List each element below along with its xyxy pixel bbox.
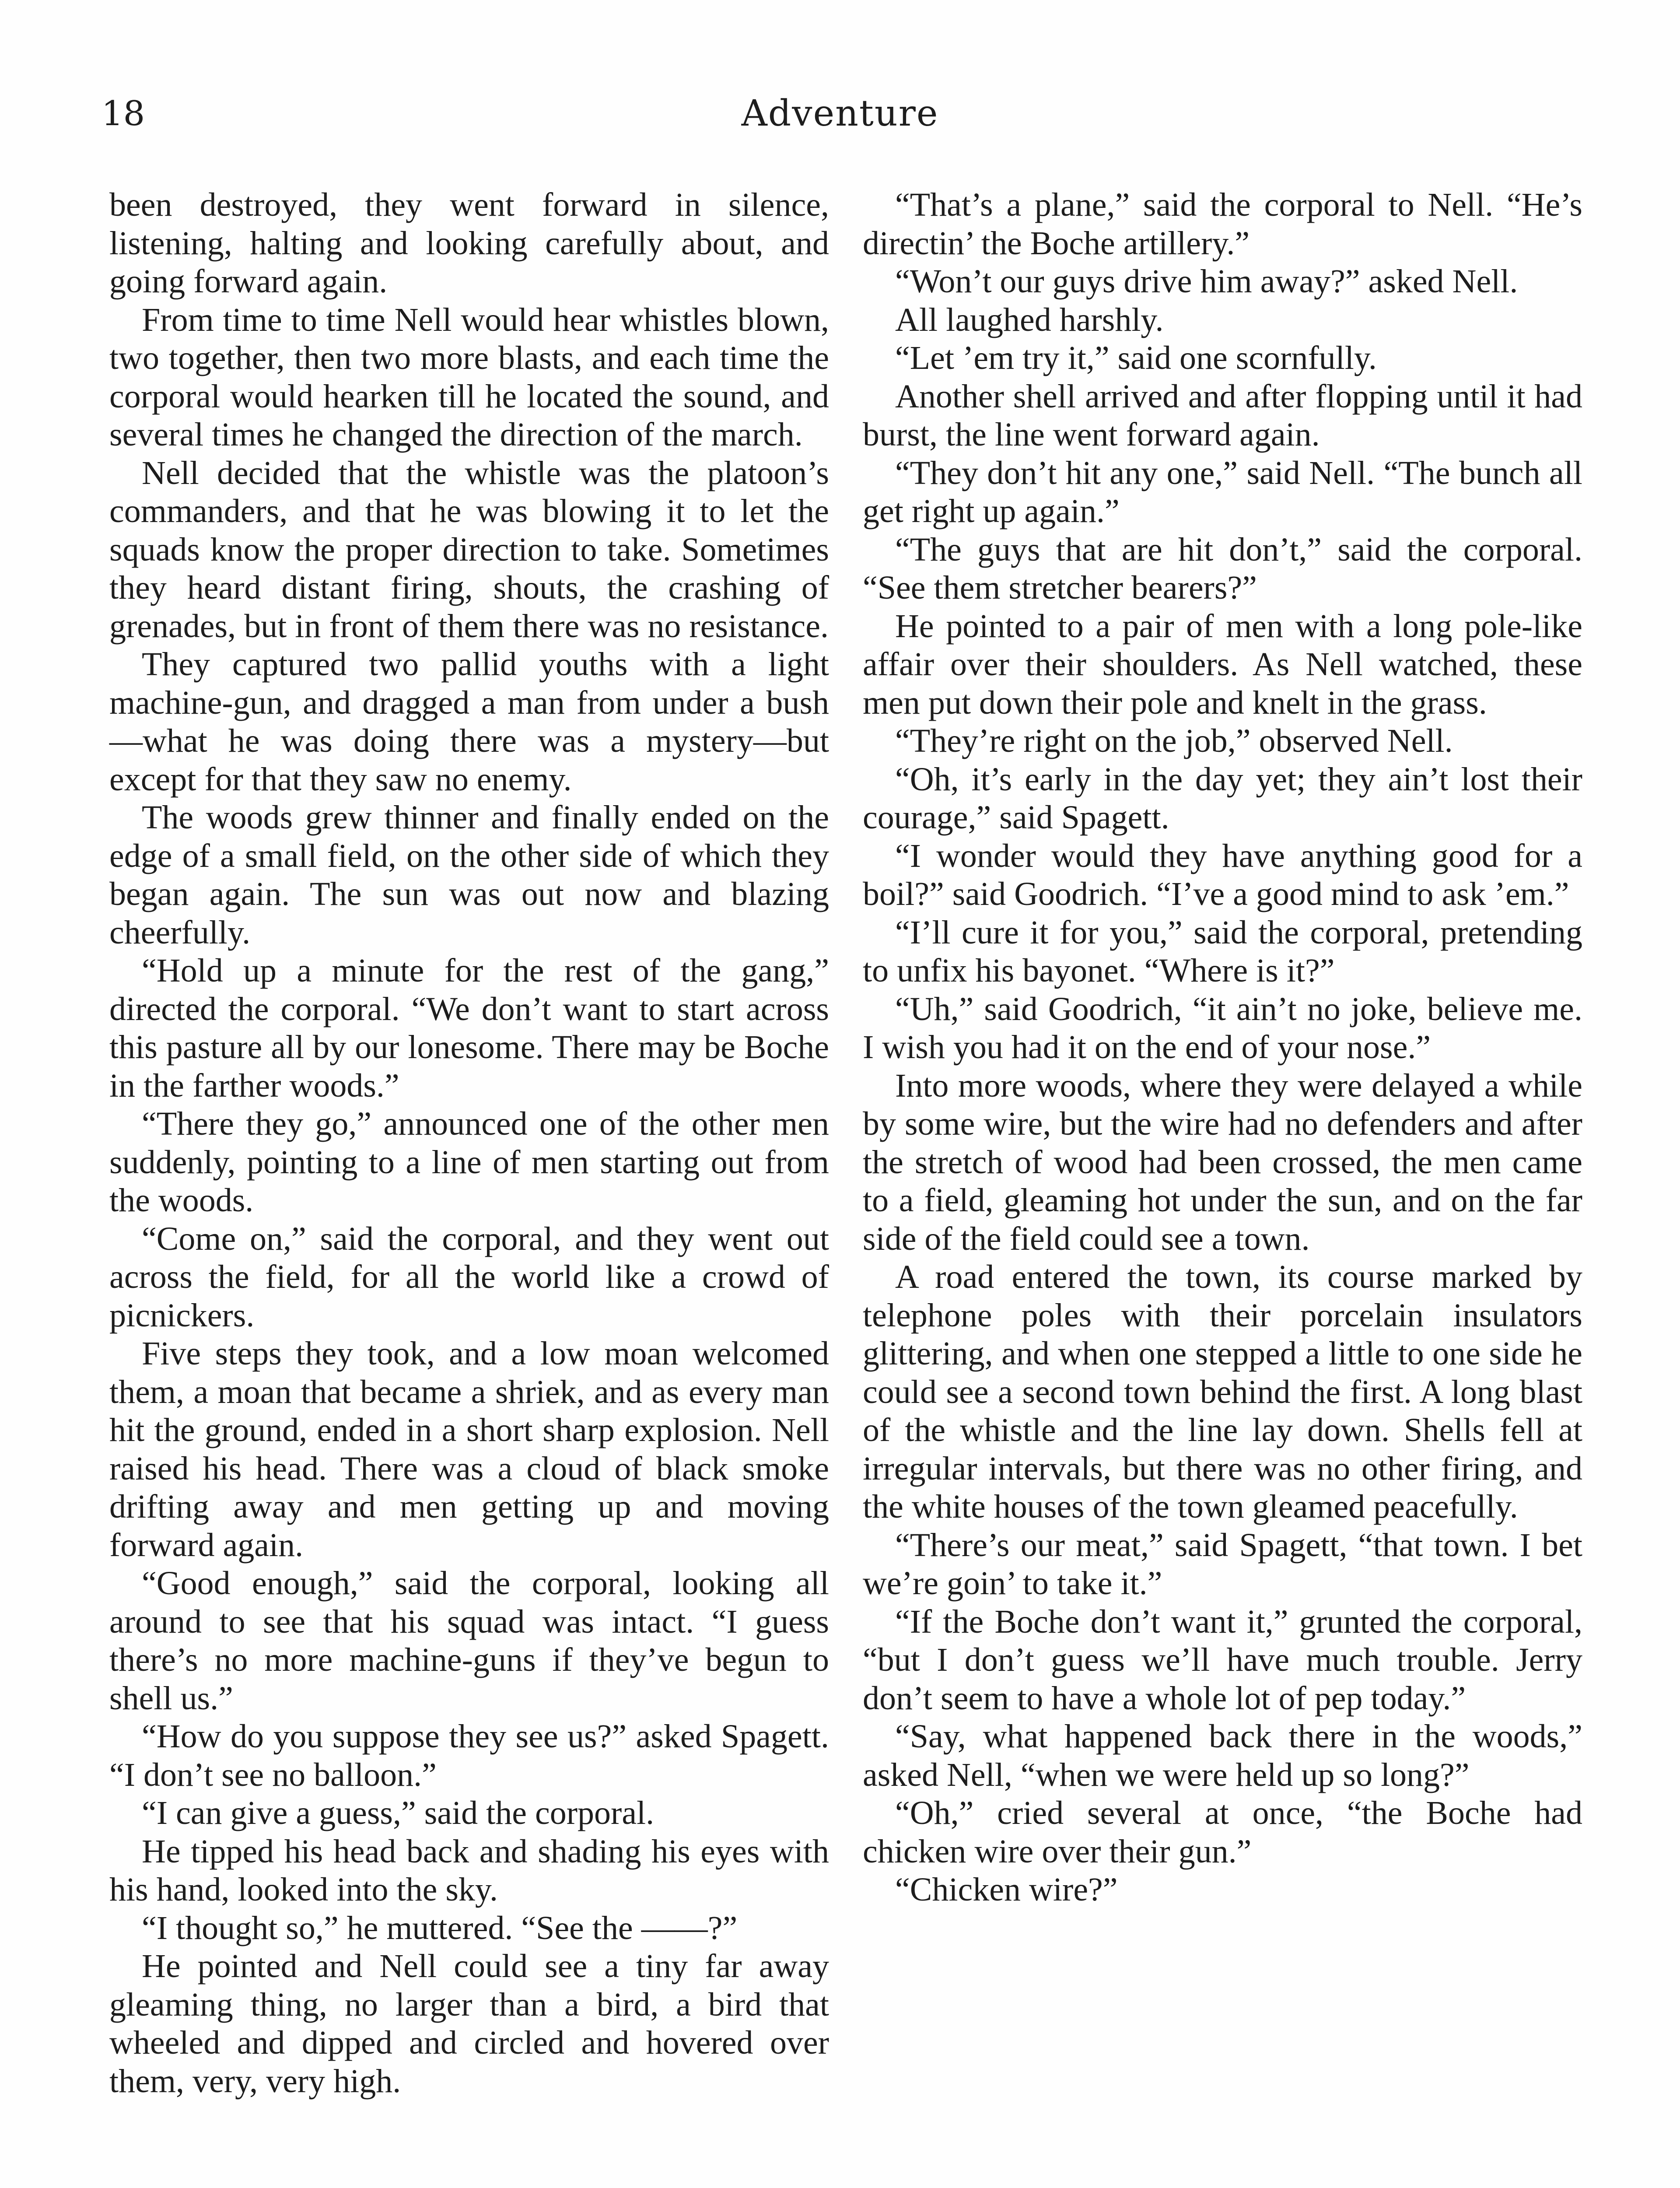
page-header xyxy=(102,92,1578,140)
paragraph: “They’re right on the job,” observed Nell. xyxy=(895,722,1453,759)
paragraph: “I thought so,” he muttered. “See the ——?” xyxy=(142,1909,738,1946)
paragraph: A road entered the town, its course marked by telephone poles with their porcelain insulators glittering, and when one stepped a little to one side he could see a second town behind the first. A long blast of the whistle and the line lay down. Shells fell at irregular intervals, but there was no other firing, and the white houses of the town gleamed peacefully. xyxy=(863,1259,1582,1525)
paragraph: He tipped his head back and shading his eyes with his hand, looked into the sky. xyxy=(109,1833,829,1908)
paragraph: “Let ’em try it,” said one scornfully. xyxy=(895,340,1377,376)
paragraph: “There’s our meat,” said Spagett, “that town. I bet we’re goin’ to take it.” xyxy=(863,1526,1582,1602)
paragraph: “How do you suppose they see us?” asked Spagett. “I don’t see no balloon.” xyxy=(109,1718,829,1793)
page-number: 18 xyxy=(102,94,145,133)
paragraph: “I can give a guess,” said the corporal. xyxy=(142,1795,654,1831)
paragraph: Five steps they took, and a low moan welcomed them, a moan that became a shriek, and as every man hit the ground, ended in a short sharp explosion. Nell raised his head. There was a cloud of black smoke drifting away and men getting up and moving forward again. xyxy=(109,1335,829,1564)
paragraph: “I’ll cure it for you,” said the corporal, pretending to unfix his bayonet. “Where is it?” xyxy=(863,914,1582,989)
paragraph: “There they go,” announced one of the other men suddenly, pointing to a line of men starting out from the woods. xyxy=(109,1105,829,1219)
paragraph: “Oh, it’s early in the day yet; they ain’t lost their courage,” said Spagett. xyxy=(863,761,1582,836)
paragraph: “Won’t our guys drive him away?” asked Nell. xyxy=(895,263,1518,300)
running-head: Adventure xyxy=(741,93,939,134)
paragraph: “They don’t hit any one,” said Nell. “The bunch all get right up again.” xyxy=(863,454,1582,529)
paragraph: “If the Boche don’t want it,” grunted the corporal, “but I don’t guess we’ll have much trouble. Jerry don’t seem to have a whole lot of pep today.” xyxy=(863,1603,1582,1717)
paragraph: “Hold up a minute for the rest of the gang,” directed the corporal. “We don’t want to start across this pasture all by our lonesome. There may be Boche in the farther woods.” xyxy=(109,952,829,1104)
paragraph: “I wonder would they have anything good for a boil?” said Goodrich. “I’ve a good mind to ask ’em.” xyxy=(863,837,1582,912)
paragraph: The woods grew thinner and finally ended on the edge of a small field, on the other side of which they began again. The sun was out now and blazing cheerfully. xyxy=(109,799,829,951)
right-column xyxy=(863,186,1582,1909)
paragraph: Nell decided that the whistle was the platoon’s commanders, and that he was blowing it to let the squads know the proper direction to take. Sometimes they heard distant firing, shouts, the crashing of grenades, but in front of them there was no resistance. xyxy=(109,454,829,645)
paragraph: “Come on,” said the corporal, and they went out across the field, for all the world like a crowd of picnickers. xyxy=(109,1220,829,1334)
left-column xyxy=(109,186,829,2100)
paragraph: He pointed to a pair of men with a long pole-like affair over their shoulders. As Nell watched, these men put down their pole and knelt in the grass. xyxy=(863,607,1582,721)
paragraph: They captured two pallid youths with a light machine-gun, and dragged a man from under a bush—what he was doing there was a mystery—but except for that they saw no enemy. xyxy=(109,646,829,798)
paragraph: Another shell arrived and after flopping until it had burst, the line went forward again. xyxy=(863,378,1582,453)
paragraph: Into more woods, where they were delayed a while by some wire, but the wire had no defenders and after the stretch of wood had been crossed, the men came to a field, gleaming hot under the sun, and on the far side of the field could see a town. xyxy=(863,1067,1582,1257)
paragraph: “Uh,” said Goodrich, “it ain’t no joke, believe me. I wish you had it on the end of your nose.” xyxy=(863,990,1582,1066)
paragraph: been destroyed, they went forward in silence, listening, halting and looking carefully about, and going forward again. xyxy=(109,186,829,300)
paragraph: “Good enough,” said the corporal, looking all around to see that his squad was intact. “I guess there’s no more machine-guns if they’ve begun to shell us.” xyxy=(109,1565,829,1717)
paragraph: “Chicken wire?” xyxy=(895,1871,1118,1908)
paragraph: “That’s a plane,” said the corporal to Nell. “He’s directin’ the Boche artillery.” xyxy=(863,186,1582,262)
paragraph: “Say, what happened back there in the woods,” asked Nell, “when we were held up so long?” xyxy=(863,1718,1582,1793)
paragraph: He pointed and Nell could see a tiny far away gleaming thing, no larger than a bird, a bird that wheeled and dipped and circled and hovered over them, very, very high. xyxy=(109,1948,829,2100)
paragraph: “Oh,” cried several at once, “the Boche had chicken wire over their gun.” xyxy=(863,1795,1582,1870)
paragraph: “The guys that are hit don’t,” said the corporal. “See them stretcher bearers?” xyxy=(863,531,1582,606)
paragraph: From time to time Nell would hear whistles blown, two together, then two more blasts, and each time the corporal would hearken till he located the sound, and several times he changed the direction of the march. xyxy=(109,301,829,453)
paragraph: All laughed harshly. xyxy=(895,301,1164,338)
